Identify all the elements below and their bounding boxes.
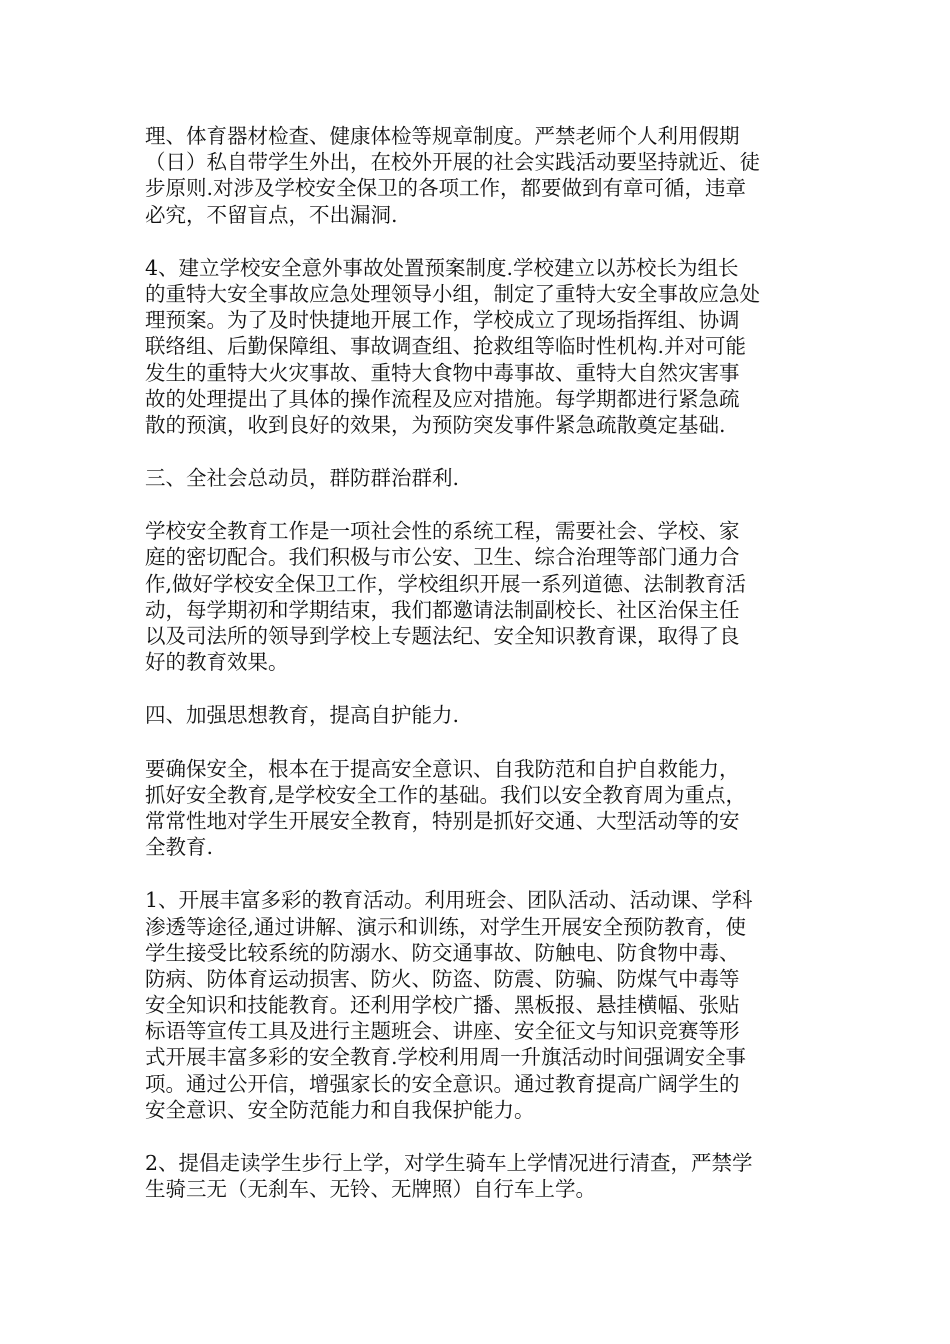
text-line: 好的教育效果。 — [145, 650, 289, 675]
text-line: 三、全社会总动员，群防群治群利. — [145, 466, 460, 491]
paragraph — [145, 756, 810, 861]
text-line: 作,做好学校安全保卫工作，学校组织开展一系列道德、法制教育活 — [145, 571, 747, 596]
text-line: 学生接受比较系统的防溺水、防交通事故、防触电、防食物中毒、 — [145, 940, 740, 965]
text-line: 防病、防体育运动损害、防火、防盗、防震、防骗、防煤气中毒等 — [145, 966, 740, 991]
text-line: 要确保安全，根本在于提高安全意识、自我防范和自护自救能力， — [145, 756, 740, 781]
paragraph — [145, 887, 810, 1123]
paragraph — [145, 255, 810, 438]
text-line: 步原则.对涉及学校安全保卫的各项工作，都要做到有章可循，违章 — [145, 176, 747, 201]
text-line: 以及司法所的领导到学校上专题法纪、安全知识教育课，取得了良 — [145, 624, 740, 648]
text-line: 4、建立学校安全意外事故处置预案制度.学校建立以苏校长为组长 — [145, 255, 739, 280]
text-line: 生骑三无（无刹车、无铃、无牌照）自行车上学。 — [145, 1177, 596, 1202]
document-body — [145, 123, 810, 1229]
text-line: （日）私自带学生外出，在校外开展的社会实践活动要坚持就近、徒 — [145, 150, 760, 175]
text-line: 联络组、后勤保障组、事故调查组、抢救组等临时性机构.并对可能 — [145, 334, 747, 359]
text-line: 故的处理提出了具体的操作流程及应对措施。每学期都进行紧急疏 — [145, 386, 740, 411]
text-line: 抓好安全教育,是学校安全工作的基础。我们以安全教育周为重点， — [145, 782, 747, 807]
text-line: 渗透等途径,通过讲解、演示和训练，对学生开展安全预防教育，使 — [145, 914, 747, 939]
text-line: 散的预演，收到良好的效果，为预防突发事件紧急疏散奠定基础. — [145, 412, 726, 437]
text-line: 2、提倡走读学生步行上学，对学生骑车上学情况进行清查，严禁学 — [145, 1151, 753, 1175]
text-line: 理预案。为了及时快捷地开展工作，学校成立了现场指挥组、协调 — [145, 308, 740, 333]
section-heading — [145, 702, 810, 728]
text-line: 理、体育器材检查、健康体检等规章制度。严禁老师个人利用假期 — [145, 124, 740, 148]
text-line: 常常性地对学生开展安全教育，特别是抓好交通、大型活动等的安 — [145, 808, 740, 833]
text-line: 发生的重特大火灾事故、重特大食物中毒事故、重特大自然灾害事 — [145, 360, 740, 385]
text-line: 的重特大安全事故应急处理领导小组，制定了重特大安全事故应急处 — [145, 281, 760, 306]
text-line: 动，每学期初和学期结束，我们都邀请法制副校长、社区治保主任 — [145, 597, 740, 622]
text-line: 标语等宣传工具及进行主题班会、讲座、安全征文与知识竞赛等形 — [145, 1019, 740, 1044]
text-line: 式开展丰富多彩的安全教育.学校利用周一升旗活动时间强调安全事 — [145, 1045, 747, 1070]
text-line: 必究，不留盲点，不出漏洞. — [145, 202, 398, 227]
text-line: 庭的密切配合。我们积极与市公安、卫生、综合治理等部门通力合 — [145, 545, 740, 570]
text-line: 安全意识、安全防范能力和自我保护能力。 — [145, 1097, 535, 1122]
text-line: 安全知识和技能教育。还利用学校广播、黑板报、悬挂横幅、张贴 — [145, 993, 740, 1018]
text-line: 四、加强思想教育，提高自护能力. — [145, 703, 460, 728]
text-line: 学校安全教育工作是一项社会性的系统工程，需要社会、学校、家 — [145, 519, 740, 544]
text-line: 全教育. — [145, 835, 214, 860]
paragraph — [145, 1150, 810, 1202]
text-line: 项。通过公开信，增强家长的安全意识。通过教育提高广阔学生的 — [145, 1071, 740, 1096]
text-line: 1、开展丰富多彩的教育活动。利用班会、团队活动、活动课、学科 — [145, 888, 753, 913]
paragraph — [145, 518, 810, 675]
section-heading — [145, 465, 810, 491]
paragraph — [145, 123, 810, 228]
